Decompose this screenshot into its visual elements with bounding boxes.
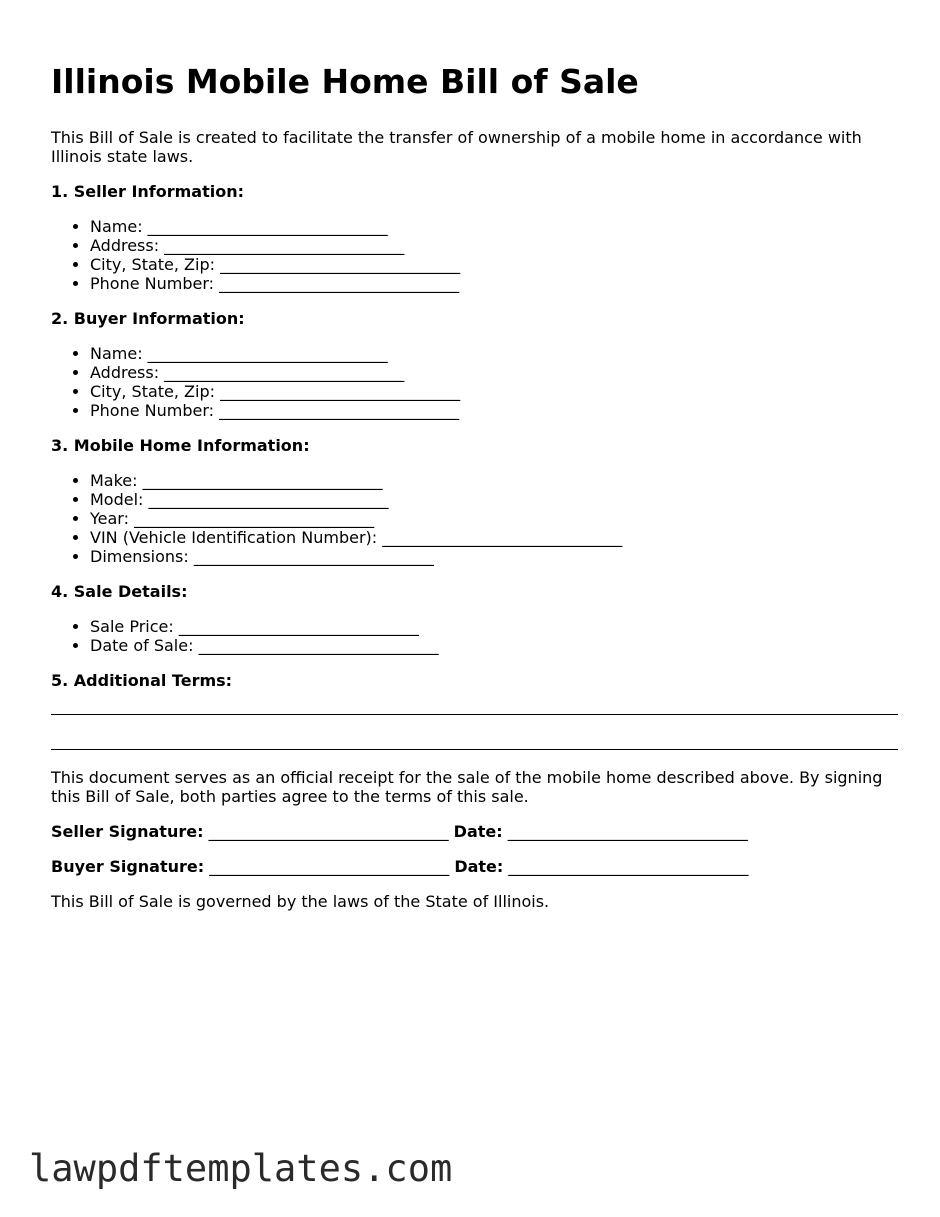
seller-signature-label: Seller Signature: bbox=[51, 822, 204, 841]
closing-paragraph: This document serves as an official receipt for the sale of the mobile home described above. By signing this Bill of Sale, both parties agree to the terms of this sale. bbox=[51, 768, 883, 806]
additional-terms-line-1 bbox=[51, 714, 898, 715]
sale-date-field: • Date of Sale: ______________________________ bbox=[90, 636, 901, 655]
seller-date-label: Date: bbox=[453, 822, 503, 841]
buyer-signature-row bbox=[51, 857, 901, 876]
home-info-list bbox=[51, 471, 901, 566]
terms-section-heading: 5. Additional Terms: bbox=[51, 671, 233, 690]
seller-city-state-zip-field: • City, State, Zip: ______________________________ bbox=[90, 255, 901, 274]
seller-info-list bbox=[51, 217, 901, 293]
buyer-info-list bbox=[51, 344, 901, 420]
seller-signature-row bbox=[51, 822, 901, 841]
home-section-heading: 3. Mobile Home Information: bbox=[51, 436, 310, 455]
buyer-signature-blank: ______________________________ bbox=[204, 857, 455, 876]
buyer-name-field: • Name: ______________________________ bbox=[90, 344, 901, 363]
buyer-date-label: Date: bbox=[454, 857, 504, 876]
home-dimensions-field: • Dimensions: ______________________________ bbox=[90, 547, 901, 566]
seller-date-blank: ______________________________ bbox=[502, 822, 748, 841]
sale-price-field: • Sale Price: ______________________________ bbox=[90, 617, 901, 636]
document-title: Illinois Mobile Home Bill of Sale bbox=[51, 62, 639, 101]
sale-section-heading: 4. Sale Details: bbox=[51, 582, 188, 601]
home-year-field: • Year: ______________________________ bbox=[90, 509, 901, 528]
buyer-signature-label: Buyer Signature: bbox=[51, 857, 205, 876]
buyer-phone-field: • Phone Number: ______________________________ bbox=[90, 401, 901, 420]
additional-terms-line-2 bbox=[51, 749, 898, 750]
buyer-city-state-zip-field: • City, State, Zip: ______________________________ bbox=[90, 382, 901, 401]
buyer-date-blank: ______________________________ bbox=[503, 857, 749, 876]
buyer-address-field: • Address: ______________________________ bbox=[90, 363, 901, 382]
governing-law-note: This Bill of Sale is governed by the laws of the State of Illinois. bbox=[51, 892, 550, 911]
bill-of-sale-document bbox=[51, 60, 901, 911]
seller-section-heading: 1. Seller Information: bbox=[51, 182, 245, 201]
seller-phone-field: • Phone Number: ______________________________ bbox=[90, 274, 901, 293]
home-make-field: • Make: ______________________________ bbox=[90, 471, 901, 490]
watermark-text: lawpdftemplates.com bbox=[29, 1147, 453, 1190]
sale-details-list bbox=[51, 617, 901, 655]
seller-signature-blank: ______________________________ bbox=[203, 822, 454, 841]
intro-paragraph: This Bill of Sale is created to facilitate the transfer of ownership of a mobile home in accordance with Illinois state laws. bbox=[51, 128, 862, 166]
home-model-field: • Model: ______________________________ bbox=[90, 490, 901, 509]
buyer-section-heading: 2. Buyer Information: bbox=[51, 309, 245, 328]
seller-name-field: • Name: ______________________________ bbox=[90, 217, 901, 236]
seller-address-field: • Address: ______________________________ bbox=[90, 236, 901, 255]
home-vin-field: • VIN (Vehicle Identification Number): ______________________________ bbox=[90, 528, 901, 547]
